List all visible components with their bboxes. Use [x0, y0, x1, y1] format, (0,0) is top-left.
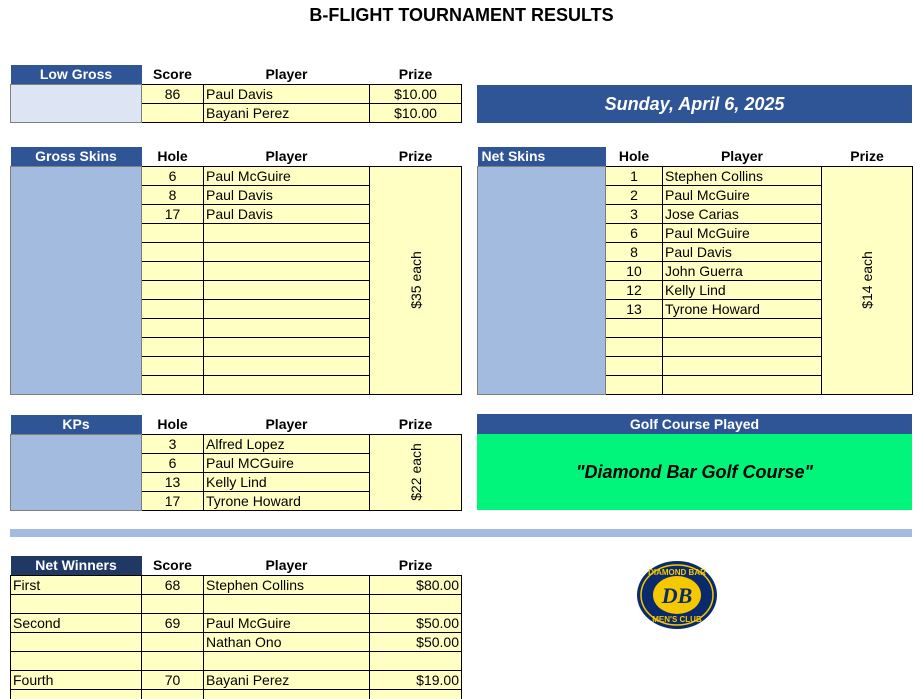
player-cell[interactable]: [663, 337, 822, 356]
side-cell: [11, 84, 142, 122]
player-cell[interactable]: [204, 375, 370, 394]
tournament-date: Sunday, April 6, 2025: [477, 85, 912, 123]
player-cell[interactable]: [204, 594, 370, 613]
col-hole: Hole: [142, 415, 204, 434]
hole-cell[interactable]: [142, 242, 204, 261]
player-cell[interactable]: [204, 223, 370, 242]
hole-cell[interactable]: [142, 375, 204, 394]
table-row: [11, 632, 462, 651]
player-cell[interactable]: [204, 356, 370, 375]
logo-bottom-text: MEN'S CLUB: [652, 615, 702, 624]
hole-cell[interactable]: 8: [142, 185, 204, 204]
hole-cell[interactable]: 17: [142, 491, 204, 510]
prize-note-cell: [822, 166, 913, 394]
player-cell[interactable]: Stephen Collins: [663, 166, 822, 185]
logo-monogram: DB: [661, 583, 693, 608]
col-prize: Prize: [822, 147, 913, 166]
player-cell[interactable]: [204, 318, 370, 337]
player-cell[interactable]: [663, 356, 822, 375]
table-row: [11, 670, 462, 689]
place-cell: First: [11, 575, 142, 594]
place-cell: [11, 632, 142, 651]
net-winners-header: Net Winners: [11, 556, 142, 575]
hole-cell[interactable]: 17: [142, 204, 204, 223]
player-cell[interactable]: Tyrone Howard: [663, 299, 822, 318]
hole-cell[interactable]: [606, 356, 663, 375]
table-row: [11, 594, 462, 613]
kps-table: [10, 415, 462, 511]
prize-note-cell: [370, 434, 462, 510]
player-cell[interactable]: [204, 689, 370, 699]
prize-cell[interactable]: $50.00: [370, 632, 462, 651]
table-row: [11, 651, 462, 670]
score-cell[interactable]: 86: [142, 84, 204, 103]
player-cell[interactable]: [204, 280, 370, 299]
hole-cell[interactable]: 3: [606, 204, 663, 223]
prize-cell[interactable]: $10.00: [370, 84, 462, 103]
player-cell[interactable]: John Guerra: [663, 261, 822, 280]
player-cell[interactable]: Bayani Perez: [204, 103, 370, 122]
hole-cell[interactable]: 3: [142, 434, 204, 453]
table-row: [11, 575, 462, 594]
player-cell[interactable]: Kelly Lind: [663, 280, 822, 299]
page-title: B-FLIGHT TOURNAMENT RESULTS: [309, 5, 614, 25]
player-cell[interactable]: [204, 299, 370, 318]
place-cell: [11, 651, 142, 670]
col-score: Score: [142, 556, 204, 575]
col-player: Player: [663, 147, 822, 166]
score-cell[interactable]: [142, 632, 204, 651]
hole-cell[interactable]: 12: [606, 280, 663, 299]
prize-cell[interactable]: [370, 689, 462, 699]
player-cell[interactable]: [663, 375, 822, 394]
prize-cell[interactable]: $19.00: [370, 670, 462, 689]
score-cell[interactable]: 68: [142, 575, 204, 594]
col-player: Player: [204, 556, 370, 575]
place-cell: [11, 689, 142, 699]
hole-cell[interactable]: 6: [142, 453, 204, 472]
hole-cell[interactable]: [606, 318, 663, 337]
score-cell[interactable]: 70: [142, 670, 204, 689]
player-cell[interactable]: Paul McGuire: [663, 223, 822, 242]
col-prize: Prize: [370, 556, 462, 575]
hole-cell[interactable]: [142, 318, 204, 337]
prize-cell[interactable]: [370, 651, 462, 670]
hole-cell[interactable]: [142, 337, 204, 356]
col-prize: Prize: [370, 147, 462, 166]
hole-cell[interactable]: [142, 261, 204, 280]
hole-cell[interactable]: [142, 356, 204, 375]
player-cell[interactable]: Paul McGuire: [204, 613, 370, 632]
net-winners-table: [10, 556, 462, 699]
place-cell: Second: [11, 613, 142, 632]
player-cell[interactable]: Paul McGuire: [663, 185, 822, 204]
prize-note-cell: [370, 166, 462, 394]
hole-cell[interactable]: 10: [606, 261, 663, 280]
player-cell[interactable]: Paul Davis: [204, 204, 370, 223]
score-cell[interactable]: 69: [142, 613, 204, 632]
course-header: Golf Course Played: [477, 414, 912, 434]
hole-cell[interactable]: 13: [142, 472, 204, 491]
table-row: [11, 166, 462, 185]
col-player: Player: [204, 415, 370, 434]
hole-cell[interactable]: 8: [606, 242, 663, 261]
player-cell[interactable]: [663, 318, 822, 337]
low-gross-table: [10, 65, 462, 123]
player-cell[interactable]: Tyrone Howard: [204, 491, 370, 510]
hole-cell[interactable]: 6: [142, 166, 204, 185]
net-skins-table: [477, 147, 913, 395]
table-row: [11, 84, 462, 103]
prize-note: $35 each: [407, 251, 424, 309]
hole-cell[interactable]: 13: [606, 299, 663, 318]
col-score: Score: [142, 65, 204, 84]
club-logo: [636, 560, 718, 630]
place-cell: Fourth: [11, 670, 142, 689]
section-divider: [10, 529, 912, 537]
hole-cell[interactable]: [142, 223, 204, 242]
player-cell[interactable]: Bayani Perez: [204, 670, 370, 689]
player-cell[interactable]: Paul Davis: [663, 242, 822, 261]
hole-cell[interactable]: [142, 299, 204, 318]
hole-cell[interactable]: 6: [606, 223, 663, 242]
prize-note: $22 each: [407, 443, 424, 501]
col-hole: Hole: [606, 147, 663, 166]
col-hole: Hole: [142, 147, 204, 166]
side-cell: [11, 434, 142, 510]
table-row: [11, 613, 462, 632]
prize-cell[interactable]: $10.00: [370, 103, 462, 122]
table-row: [11, 689, 462, 699]
gross-skins-table: [10, 147, 462, 395]
col-player: Player: [204, 65, 370, 84]
col-prize: Prize: [370, 65, 462, 84]
table-row: [478, 166, 913, 185]
player-cell[interactable]: Jose Carias: [663, 204, 822, 223]
player-cell[interactable]: [204, 337, 370, 356]
player-cell[interactable]: Alfred Lopez: [204, 434, 370, 453]
prize-note: $14 each: [858, 251, 875, 309]
score-cell[interactable]: [142, 689, 204, 699]
net-skins-header: Net Skins: [478, 147, 606, 166]
player-cell[interactable]: Nathan Ono: [204, 632, 370, 651]
player-cell[interactable]: Paul Davis: [204, 185, 370, 204]
kps-header: KPs: [11, 415, 142, 434]
hole-cell[interactable]: [606, 375, 663, 394]
low-gross-header: Low Gross: [11, 65, 142, 84]
score-cell[interactable]: [142, 594, 204, 613]
side-cell: [478, 166, 606, 394]
col-player: Player: [204, 147, 370, 166]
prize-cell[interactable]: $80.00: [370, 575, 462, 594]
player-cell[interactable]: [204, 242, 370, 261]
player-cell[interactable]: Stephen Collins: [204, 575, 370, 594]
gross-skins-header: Gross Skins: [11, 147, 142, 166]
col-prize: Prize: [370, 415, 462, 434]
prize-cell[interactable]: $50.00: [370, 613, 462, 632]
player-cell[interactable]: Paul McGuire: [204, 166, 370, 185]
player-cell[interactable]: Kelly Lind: [204, 472, 370, 491]
hole-cell[interactable]: 1: [606, 166, 663, 185]
hole-cell[interactable]: [142, 280, 204, 299]
player-cell[interactable]: Paul MCGuire: [204, 453, 370, 472]
course-name: "Diamond Bar Golf Course": [477, 434, 912, 510]
score-cell[interactable]: [142, 651, 204, 670]
table-row: [11, 434, 462, 453]
player-cell[interactable]: Paul Davis: [204, 84, 370, 103]
side-cell: [11, 166, 142, 394]
logo-top-text: DIAMOND BAR: [648, 568, 706, 577]
player-cell[interactable]: [204, 261, 370, 280]
player-cell[interactable]: [204, 651, 370, 670]
place-cell: [11, 594, 142, 613]
prize-cell[interactable]: [370, 594, 462, 613]
score-cell[interactable]: [142, 103, 204, 122]
hole-cell[interactable]: 2: [606, 185, 663, 204]
hole-cell[interactable]: [606, 337, 663, 356]
